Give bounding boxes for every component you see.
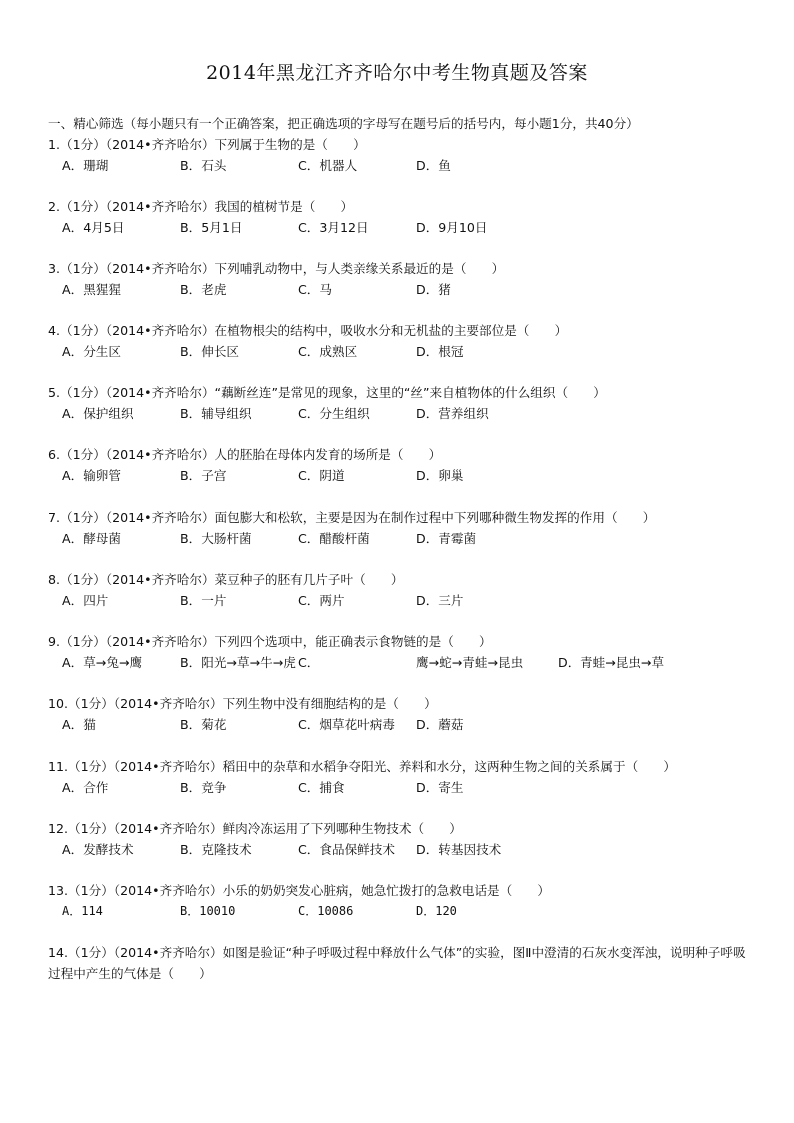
options-row	[48, 217, 768, 238]
option-d: D．青霉菌	[416, 531, 477, 546]
option-a: A．114	[62, 904, 103, 918]
option-c: C．两片	[298, 593, 345, 608]
option-b: B．菊花	[180, 717, 227, 732]
question-stem: 13.（1分）（2014•齐齐哈尔）小乐的奶奶突发心脏病，她急忙拨打的急救电话是（ ）	[48, 883, 551, 898]
option-b: B．伸长区	[180, 344, 240, 359]
question-13	[48, 880, 768, 922]
option-c-text: 鹰→蛇→青蛙→昆虫	[416, 655, 524, 670]
option-d: D．三片	[416, 593, 464, 608]
question-7	[48, 507, 768, 549]
question-stem: 4.（1分）（2014•齐齐哈尔）在植物根尖的结构中，吸收水分和无机盐的主要部位是（ ）	[48, 323, 568, 338]
option-a: A．发酵技术	[62, 842, 134, 857]
question-2	[48, 196, 768, 238]
option-c: C．10086	[298, 904, 354, 918]
options-row	[48, 590, 768, 611]
option-b: B．10010	[180, 904, 236, 918]
question-stem: 12.（1分）（2014•齐齐哈尔）鲜肉冷冻运用了下列哪种生物技术（ ）	[48, 821, 462, 836]
question-stem: 10.（1分）（2014•齐齐哈尔）下列生物中没有细胞结构的是（ ）	[48, 696, 437, 711]
option-c: C．食品保鲜技术	[298, 842, 395, 857]
question-stem: 14.（1分）（2014•齐齐哈尔）如图是验证“种子呼吸过程中释放什么气体”的实验，图Ⅱ中澄清的石灰水变浑浊，说明种子呼吸过程中产生的气体是（ ）	[48, 945, 746, 981]
option-a: A．4月5日	[62, 220, 125, 235]
option-c: C．烟草花叶病毒	[298, 717, 395, 732]
question-4	[48, 320, 768, 362]
option-a: A．黑猩猩	[62, 282, 121, 297]
option-d: D．卵巢	[416, 468, 464, 483]
option-d: D．根冠	[416, 344, 464, 359]
question-stem: 7.（1分）（2014•齐齐哈尔）面包膨大和松软，主要是因为在制作过程中下列哪种微生物发挥的作用（ ）	[48, 510, 656, 525]
question-14	[48, 942, 768, 984]
question-stem: 1.（1分）（2014•齐齐哈尔）下列属于生物的是（ ）	[48, 137, 366, 152]
question-stem: 6.（1分）（2014•齐齐哈尔）人的胚胎在母体内发育的场所是（ ）	[48, 447, 442, 462]
option-d-label: D．	[558, 655, 581, 670]
option-a: A．珊瑚	[62, 158, 109, 173]
option-b: B．大肠杆菌	[180, 531, 252, 546]
option-d: D．9月10日	[416, 220, 488, 235]
options-row	[48, 403, 768, 424]
question-stem: 3.（1分）（2014•齐齐哈尔）下列哺乳动物中，与人类亲缘关系最近的是（ ）	[48, 261, 505, 276]
question-5	[48, 382, 768, 424]
question-10	[48, 693, 768, 735]
question-12	[48, 818, 768, 860]
options-row	[48, 777, 768, 798]
option-d: D．寄生	[416, 780, 464, 795]
question-3	[48, 258, 768, 300]
option-b: B．子宫	[180, 468, 227, 483]
option-c: C．分生组织	[298, 406, 370, 421]
option-a: A．草→兔→鹰	[62, 655, 143, 670]
option-c: C．醋酸杆菌	[298, 531, 370, 546]
question-11	[48, 756, 768, 798]
options-row	[48, 528, 768, 549]
options-row	[48, 901, 768, 922]
question-9	[48, 631, 768, 673]
option-a: A．分生区	[62, 344, 121, 359]
options-row	[48, 155, 768, 176]
question-stem: 9.（1分）（2014•齐齐哈尔）下列四个选项中，能正确表示食物链的是（ ）	[48, 634, 492, 649]
option-b: B．5月1日	[180, 220, 243, 235]
option-a: A．合作	[62, 780, 109, 795]
option-d: D．120	[416, 904, 457, 918]
option-b: B．老虎	[180, 282, 227, 297]
option-c: C．机器人	[298, 158, 358, 173]
options-row	[48, 465, 768, 486]
option-a: A．输卵管	[62, 468, 121, 483]
option-b: B．竞争	[180, 780, 227, 795]
options-row	[48, 279, 768, 300]
option-c-label: C．	[298, 655, 320, 670]
question-6	[48, 444, 768, 486]
option-d: D．蘑菇	[416, 717, 464, 732]
options-row	[48, 839, 768, 860]
question-stem: 8.（1分）（2014•齐齐哈尔）菜豆种子的胚有几片子叶（ ）	[48, 572, 404, 587]
option-b: B．克隆技术	[180, 842, 252, 857]
option-c: C．3月12日	[298, 220, 369, 235]
option-d: D．营养组织	[416, 406, 489, 421]
option-a: A．保护组织	[62, 406, 134, 421]
option-d-text: 青蛙→昆虫→草	[580, 655, 665, 670]
question-8	[48, 569, 768, 611]
question-1	[48, 134, 768, 176]
option-a: A．四片	[62, 593, 109, 608]
options-row	[48, 341, 768, 362]
option-c: C．马	[298, 282, 332, 297]
option-b: B．石头	[180, 158, 227, 173]
option-c: C．阴道	[298, 468, 345, 483]
question-stem: 5.（1分）（2014•齐齐哈尔）“藕断丝连”是常见的现象，这里的“丝”来自植物体的什么组织（ ）	[48, 385, 606, 400]
option-d: D．转基因技术	[416, 842, 502, 857]
option-d: D．鱼	[416, 158, 451, 173]
option-a: A．酵母菌	[62, 531, 121, 546]
option-d: D．猪	[416, 282, 451, 297]
option-a: A．猫	[62, 717, 96, 732]
options-row	[48, 714, 768, 735]
option-c: C．成熟区	[298, 344, 358, 359]
page-title: 2014年黑龙江齐齐哈尔中考生物真题及答案	[206, 62, 588, 84]
option-b: B．辅导组织	[180, 406, 252, 421]
question-stem: 2.（1分）（2014•齐齐哈尔）我国的植树节是（ ）	[48, 199, 354, 214]
section-heading: 一、精心筛选（每小题只有一个正确答案，把正确选项的字母写在题号后的括号内，每小题1分，共40分）	[48, 116, 639, 131]
option-b: B．一片	[180, 593, 227, 608]
option-c: C．捕食	[298, 780, 345, 795]
option-b: B．阳光→草→牛→虎	[180, 655, 296, 670]
question-stem: 11.（1分）（2014•齐齐哈尔）稻田中的杂草和水稻争夺阳光、养料和水分，这两种生物之间的关系属于（ ）	[48, 759, 676, 774]
options-row	[48, 652, 768, 673]
